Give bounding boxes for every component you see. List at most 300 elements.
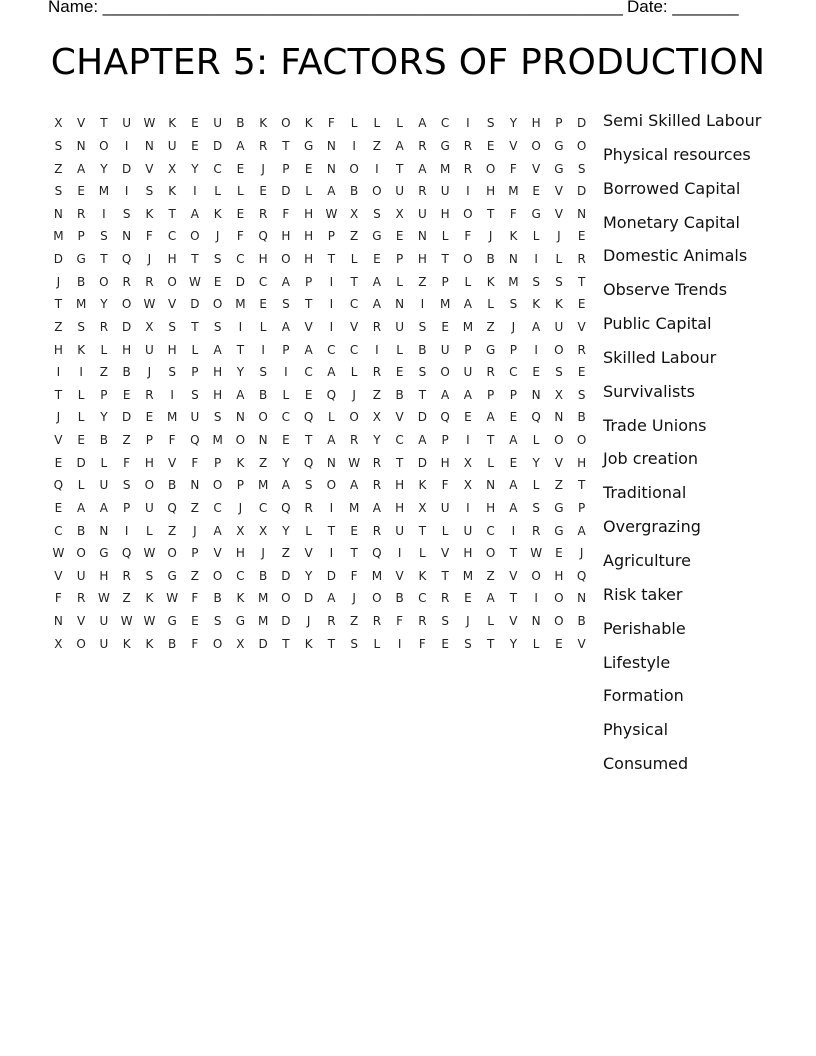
grid-letter: E — [577, 229, 586, 244]
grid-letter: K — [259, 116, 268, 131]
grid-letter: R — [76, 591, 86, 606]
grid-row — [47, 384, 593, 407]
grid-letter: S — [122, 206, 131, 221]
grid-letter: B — [350, 184, 359, 199]
grid-letter: A — [281, 319, 290, 334]
grid-letter: N — [577, 206, 587, 221]
grid-letter: S — [77, 319, 85, 334]
grid-letter: I — [329, 274, 334, 289]
grid-letter: O — [531, 568, 541, 583]
grid-letter: M — [462, 319, 474, 334]
grid-letter: R — [258, 206, 268, 221]
grid-letter: S — [350, 636, 358, 651]
grid-letter: F — [54, 591, 62, 606]
grid-letter: A — [281, 478, 290, 493]
grid-letter: T — [486, 433, 495, 448]
grid-letter: S — [213, 614, 222, 629]
grid-letter: H — [258, 252, 268, 267]
date-field-label: Date: _______ — [627, 0, 739, 16]
grid-letter: F — [145, 229, 153, 244]
grid-letter: L — [396, 274, 403, 289]
grid-letter: Y — [373, 433, 381, 448]
grid-letter: A — [213, 342, 222, 357]
grid-letter: R — [463, 138, 473, 153]
grid-letter: Y — [304, 568, 313, 583]
grid-letter: E — [464, 410, 472, 425]
grid-letter: L — [259, 319, 267, 334]
grid-letter: J — [511, 319, 516, 334]
grid-row — [47, 497, 593, 520]
grid-letter: O — [349, 161, 359, 176]
grid-letter: V — [554, 184, 563, 199]
grid-letter: M — [348, 500, 360, 515]
grid-letter: I — [466, 500, 470, 515]
grid-letter: F — [418, 636, 426, 651]
grid-letter: T — [191, 319, 199, 334]
grid-letter: Q — [258, 229, 268, 244]
grid-letter: E — [191, 116, 199, 131]
grid-letter: I — [124, 184, 129, 199]
word-list-item: Traditional — [603, 483, 687, 503]
grid-letter: C — [486, 523, 495, 538]
grid-letter: G — [440, 138, 450, 153]
grid-letter: U — [213, 116, 223, 131]
page-title: CHAPTER 5: FACTORS OF PRODUCTION — [50, 42, 766, 83]
grid-letter: T — [54, 297, 63, 312]
grid-row — [47, 565, 593, 588]
grid-letter: E — [555, 636, 563, 651]
grid-letter: G — [76, 252, 86, 267]
grid-letter: Z — [554, 478, 563, 493]
grid-letter: O — [349, 410, 359, 425]
grid-letter: I — [375, 161, 379, 176]
grid-letter: I — [56, 365, 61, 380]
grid-letter: D — [122, 319, 132, 334]
grid-letter: N — [577, 591, 587, 606]
grid-letter: A — [532, 319, 541, 334]
grid-letter: T — [577, 478, 586, 493]
grid-letter: S — [304, 478, 313, 493]
grid-letter: U — [190, 410, 200, 425]
grid-letter: R — [372, 478, 382, 493]
grid-letter: L — [532, 636, 540, 651]
grid-letter: I — [397, 546, 402, 561]
grid-letter: L — [350, 365, 358, 380]
grid-letter: Q — [167, 500, 177, 515]
grid-letter: C — [213, 500, 222, 515]
grid-letter: P — [123, 500, 131, 515]
grid-letter: C — [258, 500, 268, 515]
grid-letter: I — [511, 523, 516, 538]
grid-letter: R — [440, 591, 450, 606]
grid-letter: E — [282, 433, 290, 448]
grid-letter: R — [304, 500, 313, 515]
grid-letter: W — [348, 455, 361, 470]
grid-letter: G — [303, 138, 314, 153]
grid-letter: L — [214, 184, 221, 199]
grid-letter: L — [419, 546, 426, 561]
grid-letter: G — [554, 161, 564, 176]
grid-letter: I — [284, 365, 288, 380]
grid-letter: S — [213, 252, 222, 267]
word-list-item: Monetary Capital — [603, 212, 740, 232]
grid-letter: Z — [190, 568, 199, 583]
grid-letter: A — [418, 161, 427, 176]
grid-letter: A — [327, 184, 336, 199]
grid-letter: Q — [190, 433, 200, 448]
grid-letter: N — [99, 523, 109, 538]
grid-letter: C — [395, 433, 404, 448]
grid-letter: L — [100, 342, 108, 357]
grid-letter: S — [54, 138, 63, 153]
grid-letter: C — [54, 523, 63, 538]
grid-letter: U — [144, 342, 154, 357]
word-list-item: Physical — [603, 720, 669, 740]
grid-letter: E — [441, 319, 449, 334]
grid-letter: S — [213, 410, 222, 425]
grid-letter: I — [329, 500, 334, 515]
grid-letter: U — [395, 184, 405, 199]
grid-letter: J — [557, 229, 561, 244]
grid-letter: V — [532, 161, 541, 176]
grid-letter: H — [554, 568, 564, 583]
grid-letter: W — [188, 274, 201, 289]
word-list-item: Physical resources — [603, 144, 751, 164]
grid-letter: O — [440, 365, 450, 380]
grid-letter: A — [486, 410, 495, 425]
grid-letter: T — [395, 161, 404, 176]
grid-letter: X — [463, 478, 472, 493]
grid-letter: V — [77, 614, 86, 629]
grid-letter: S — [509, 297, 518, 312]
grid-letter: X — [236, 523, 245, 538]
grid-letter: Q — [531, 410, 541, 425]
grid-row — [47, 270, 593, 293]
grid-letter: I — [124, 523, 129, 538]
word-list-item: Domestic Animals — [603, 246, 748, 266]
grid-letter: E — [77, 433, 85, 448]
grid-letter: B — [236, 116, 245, 131]
grid-letter: T — [441, 568, 449, 583]
grid-letter: A — [372, 297, 381, 312]
word-bank — [603, 110, 761, 787]
grid-letter: P — [555, 116, 563, 131]
grid-letter: E — [236, 161, 245, 176]
grid-letter: T — [236, 342, 245, 357]
grid-letter: A — [327, 433, 336, 448]
grid-letter: T — [509, 546, 518, 561]
grid-letter: H — [304, 229, 314, 244]
grid-letter: X — [395, 206, 404, 221]
grid-letter: I — [170, 387, 174, 402]
grid-letter: Z — [122, 591, 131, 606]
grid-letter: W — [325, 206, 338, 221]
grid-letter: F — [327, 116, 335, 131]
grid-letter: K — [486, 274, 495, 289]
grid-letter: J — [56, 274, 61, 289]
word-list-item: Public Capital — [603, 314, 712, 334]
grid-letter: J — [579, 546, 584, 561]
grid-letter: J — [466, 614, 470, 629]
grid-letter: Z — [281, 546, 290, 561]
grid-letter: N — [417, 229, 427, 244]
grid-letter: R — [486, 365, 495, 380]
grid-letter: E — [304, 161, 313, 176]
grid-letter: Z — [372, 387, 381, 402]
grid-letter: J — [147, 365, 152, 380]
grid-row — [47, 157, 593, 180]
grid-letter: I — [397, 636, 402, 651]
grid-letter: T — [395, 455, 404, 470]
grid-letter: N — [53, 206, 63, 221]
grid-letter: K — [532, 297, 541, 312]
grid-letter: K — [418, 478, 427, 493]
grid-letter: F — [350, 568, 358, 583]
grid-letter: D — [417, 410, 427, 425]
grid-letter: A — [577, 523, 586, 538]
grid-letter: S — [54, 184, 63, 199]
grid-row — [47, 451, 593, 474]
grid-letter: W — [166, 591, 179, 606]
grid-letter: O — [485, 546, 496, 561]
grid-letter: P — [100, 387, 108, 402]
grid-letter: H — [463, 546, 473, 561]
grid-letter: S — [577, 161, 586, 176]
grid-letter: P — [282, 161, 290, 176]
grid-letter: K — [122, 636, 131, 651]
grid-letter: L — [328, 410, 335, 425]
grid-letter: E — [304, 387, 313, 402]
grid-row — [47, 180, 593, 203]
grid-letter: S — [555, 274, 563, 289]
grid-letter: L — [100, 455, 108, 470]
grid-letter: U — [395, 523, 405, 538]
word-list-item: Observe Trends — [603, 280, 728, 300]
grid-letter: V — [509, 138, 518, 153]
grid-letter: A — [281, 274, 290, 289]
grid-letter: T — [168, 206, 176, 221]
grid-letter: T — [486, 636, 495, 651]
grid-letter: L — [77, 387, 85, 402]
grid-letter: K — [168, 184, 177, 199]
grid-letter: M — [462, 568, 474, 583]
grid-letter: B — [259, 387, 268, 402]
grid-letter: K — [236, 455, 245, 470]
grid-letter: G — [99, 546, 109, 561]
grid-letter: O — [531, 138, 541, 153]
grid-letter: C — [281, 410, 291, 425]
grid-letter: V — [395, 410, 404, 425]
grid-letter: B — [395, 387, 404, 402]
grid-row — [47, 610, 593, 633]
grid-letter: R — [531, 523, 541, 538]
grid-letter: N — [486, 478, 496, 493]
grid-letter: I — [124, 138, 129, 153]
grid-letter: E — [532, 184, 540, 199]
grid-letter: T — [418, 523, 427, 538]
grid-letter: K — [145, 206, 154, 221]
grid-letter: R — [76, 206, 86, 221]
grid-letter: H — [577, 455, 587, 470]
grid-letter: U — [99, 614, 109, 629]
grid-letter: A — [236, 138, 245, 153]
grid-letter: R — [258, 138, 268, 153]
grid-letter: P — [191, 546, 199, 561]
name-field-label: Name: _______________________________________________________ — [48, 0, 623, 16]
grid-letter: V — [304, 546, 313, 561]
grid-letter: L — [77, 410, 85, 425]
grid-letter: A — [486, 591, 495, 606]
grid-letter: R — [372, 365, 382, 380]
grid-letter: O — [463, 206, 473, 221]
grid-letter: J — [193, 523, 197, 538]
grid-letter: N — [53, 614, 63, 629]
grid-letter: O — [281, 591, 291, 606]
grid-letter: B — [77, 274, 86, 289]
grid-letter: H — [395, 500, 405, 515]
grid-letter: E — [191, 614, 199, 629]
grid-letter: O — [76, 546, 86, 561]
grid-letter: Y — [509, 116, 518, 131]
grid-letter: P — [441, 274, 449, 289]
grid-letter: S — [532, 500, 540, 515]
grid-letter: L — [373, 116, 381, 131]
grid-letter: D — [281, 568, 291, 583]
grid-letter: S — [259, 365, 267, 380]
grid-letter: H — [440, 455, 450, 470]
grid-letter: P — [396, 252, 404, 267]
grid-letter: V — [54, 568, 63, 583]
grid-letter: A — [236, 387, 245, 402]
grid-letter: E — [259, 184, 267, 199]
grid-letter: T — [304, 297, 313, 312]
grid-letter: C — [440, 116, 450, 131]
grid-row — [47, 406, 593, 429]
grid-letter: I — [466, 433, 470, 448]
grid-letter: S — [418, 365, 427, 380]
grid-letter: F — [191, 455, 199, 470]
grid-letter: B — [168, 478, 177, 493]
grid-letter: A — [304, 342, 313, 357]
grid-letter: Q — [440, 410, 450, 425]
grid-letter: F — [509, 161, 517, 176]
grid-letter: E — [509, 410, 518, 425]
grid-letter: P — [191, 365, 199, 380]
grid-letter: L — [396, 342, 403, 357]
grid-letter: F — [464, 229, 472, 244]
grid-letter: Z — [190, 500, 199, 515]
grid-letter: T — [327, 252, 336, 267]
grid-letter: E — [486, 138, 495, 153]
grid-letter: S — [213, 319, 222, 334]
grid-letter: J — [488, 229, 493, 244]
grid-letter: O — [554, 591, 564, 606]
grid-letter: L — [350, 116, 358, 131]
grid-letter: E — [395, 365, 404, 380]
grid-letter: J — [215, 229, 220, 244]
grid-letter: G — [554, 500, 564, 515]
grid-letter: T — [304, 433, 313, 448]
grid-letter: U — [122, 116, 132, 131]
grid-letter: X — [168, 161, 177, 176]
grid-letter: D — [326, 568, 336, 583]
grid-letter: O — [99, 138, 109, 153]
grid-letter: D — [76, 455, 86, 470]
grid-letter: I — [79, 365, 83, 380]
grid-letter: Z — [418, 274, 427, 289]
grid-letter: R — [577, 342, 586, 357]
grid-letter: H — [53, 342, 63, 357]
grid-letter: G — [167, 568, 177, 583]
grid-letter: R — [122, 274, 131, 289]
grid-letter: P — [509, 342, 517, 357]
grid-letter: B — [77, 523, 86, 538]
grid-letter: C — [236, 252, 245, 267]
grid-letter: I — [352, 138, 356, 153]
grid-letter: A — [99, 500, 108, 515]
grid-letter: O — [212, 297, 223, 312]
grid-row — [47, 112, 593, 135]
grid-letter: F — [191, 636, 199, 651]
grid-letter: I — [420, 297, 425, 312]
grid-letter: A — [350, 478, 359, 493]
grid-letter: A — [190, 206, 199, 221]
grid-letter: R — [372, 319, 382, 334]
word-list-item: Survivalists — [603, 381, 695, 401]
grid-letter: L — [237, 184, 244, 199]
grid-letter: P — [441, 433, 449, 448]
grid-letter: O — [576, 433, 587, 448]
grid-letter: W — [530, 546, 543, 561]
word-list-item: Consumed — [603, 754, 689, 774]
grid-letter: O — [372, 184, 382, 199]
grid-letter: C — [418, 591, 427, 606]
grid-letter: P — [305, 274, 313, 289]
grid-letter: M — [257, 478, 269, 493]
grid-letter: R — [463, 161, 473, 176]
grid-letter: R — [577, 252, 586, 267]
grid-letter: I — [375, 342, 379, 357]
grid-letter: T — [282, 636, 290, 651]
grid-letter: X — [463, 455, 472, 470]
grid-letter: F — [236, 229, 244, 244]
worksheet-header — [48, 0, 748, 19]
grid-letter: G — [167, 614, 177, 629]
grid-letter: K — [236, 591, 245, 606]
grid-letter: T — [282, 138, 290, 153]
grid-letter: U — [463, 365, 473, 380]
grid-letter: T — [486, 206, 495, 221]
grid-letter: O — [167, 546, 177, 561]
grid-row — [47, 338, 593, 361]
word-list-item: Trade Unions — [603, 415, 707, 435]
grid-letter: I — [329, 297, 334, 312]
grid-letter: V — [554, 206, 563, 221]
grid-letter: E — [77, 184, 85, 199]
grid-letter: T — [100, 252, 108, 267]
grid-letter: Y — [282, 455, 290, 470]
grid-letter: U — [417, 206, 427, 221]
grid-letter: D — [190, 297, 200, 312]
grid-letter: C — [258, 274, 268, 289]
grid-letter: P — [236, 478, 244, 493]
grid-row — [47, 519, 593, 542]
grid-letter: E — [350, 523, 358, 538]
grid-letter: M — [257, 591, 269, 606]
grid-letter: L — [464, 274, 472, 289]
grid-letter: H — [235, 546, 245, 561]
grid-letter: E — [54, 500, 63, 515]
